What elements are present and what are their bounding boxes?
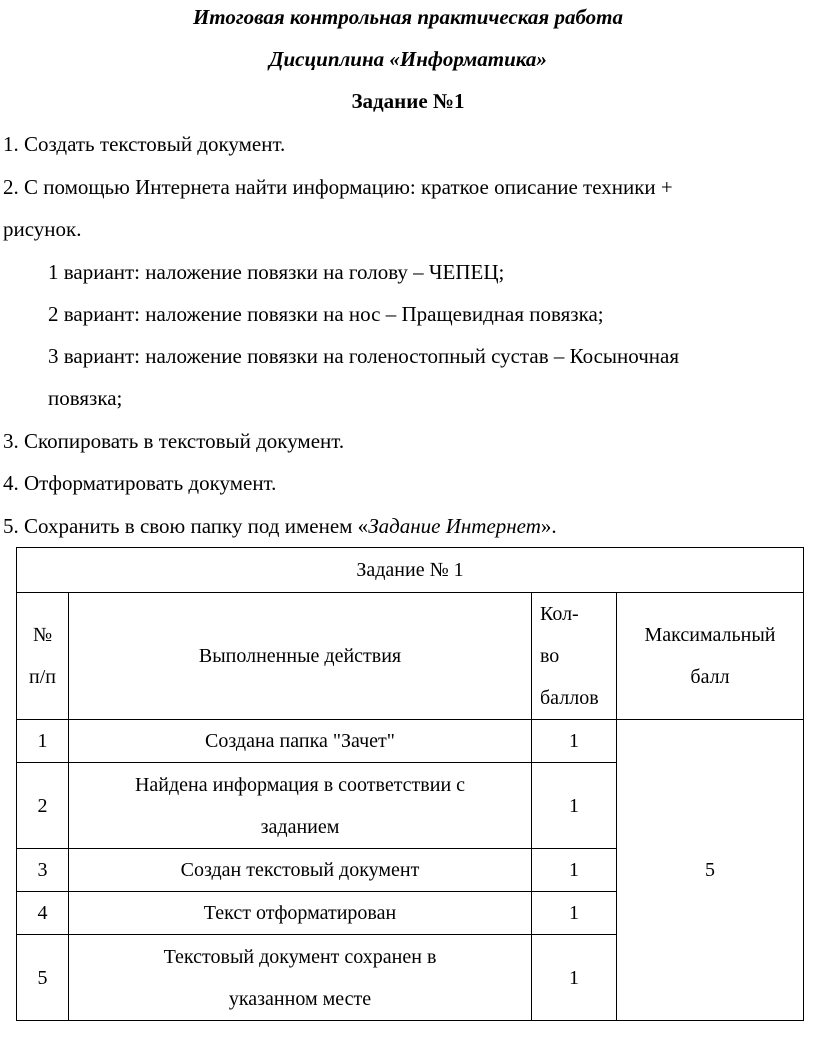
header-max-line-2: балл — [690, 666, 730, 688]
table-header-row — [17, 593, 804, 720]
row-num: 1 — [17, 720, 69, 763]
step-2-line-2: рисунок. — [3, 217, 82, 241]
row-num: 2 — [17, 763, 69, 849]
header-max — [617, 593, 804, 720]
step-5 — [3, 513, 557, 539]
step-1: 1. Создать текстовый документ. — [3, 132, 286, 156]
row-action-line-2: заданием — [260, 815, 340, 838]
header-points-line-1: Кол- — [540, 603, 579, 625]
step-5-suffix: ». — [540, 514, 557, 538]
row-points: 1 — [532, 935, 617, 1021]
header-points — [532, 593, 617, 720]
row-action: Текст отформатирован — [69, 892, 532, 935]
step-5-prefix: 5. Сохранить в свою папку под именем « — [3, 514, 369, 538]
header-points-line-2: во — [540, 645, 560, 667]
step-2-line-1: 2. С помощью Интернета найти информацию: краткое описание техники + — [3, 175, 673, 199]
step-5-filename: Задание Интернет — [368, 514, 541, 538]
header-num-line-1: № — [32, 624, 53, 646]
variant-3-line-1: 3 вариант: наложение повязки на голеностопный сустав – Косыночная — [48, 344, 679, 368]
row-action — [69, 763, 532, 849]
header-max-line-1: Максимальный — [644, 624, 776, 646]
task-heading: Задание №1 — [351, 89, 465, 113]
step-4: 4. Отформатировать документ. — [3, 471, 277, 495]
row-action: Создана папка "Зачет" — [69, 720, 532, 763]
header-actions: Выполненные действия — [69, 593, 532, 720]
variant-2: 2 вариант: наложение повязки на нос – Пращевидная повязка; — [48, 302, 604, 326]
row-action-line-2: указанном месте — [228, 987, 372, 1010]
max-score: 5 — [617, 720, 804, 1021]
row-points: 1 — [532, 849, 617, 892]
row-num: 3 — [17, 849, 69, 892]
step-3: 3. Скопировать в текстовый документ. — [3, 429, 345, 453]
header-num-line-2: п/п — [29, 666, 56, 688]
row-num: 5 — [17, 935, 69, 1021]
scoring-table — [16, 547, 804, 1021]
table-caption: Задание № 1 — [17, 548, 804, 593]
row-action-line-1: Найдена информация в соответствии с — [134, 773, 466, 796]
row-points: 1 — [532, 892, 617, 935]
table-row — [17, 720, 804, 763]
row-action-line-1: Текстовый документ сохранен в — [163, 945, 437, 968]
row-points: 1 — [532, 763, 617, 849]
row-num: 4 — [17, 892, 69, 935]
header-points-line-3: баллов — [540, 687, 599, 709]
document-title: Итоговая контрольная практическая работа — [192, 5, 624, 29]
row-action: Создан текстовый документ — [69, 849, 532, 892]
discipline-heading: Дисциплина «Информатика» — [269, 47, 547, 71]
row-points: 1 — [532, 720, 617, 763]
variant-3-line-2: повязка; — [48, 386, 123, 410]
row-action — [69, 935, 532, 1021]
header-num — [17, 593, 69, 720]
table-caption-row — [17, 548, 804, 593]
variant-1: 1 вариант: наложение повязки на голову – ЧЕПЕЦ; — [48, 260, 505, 284]
